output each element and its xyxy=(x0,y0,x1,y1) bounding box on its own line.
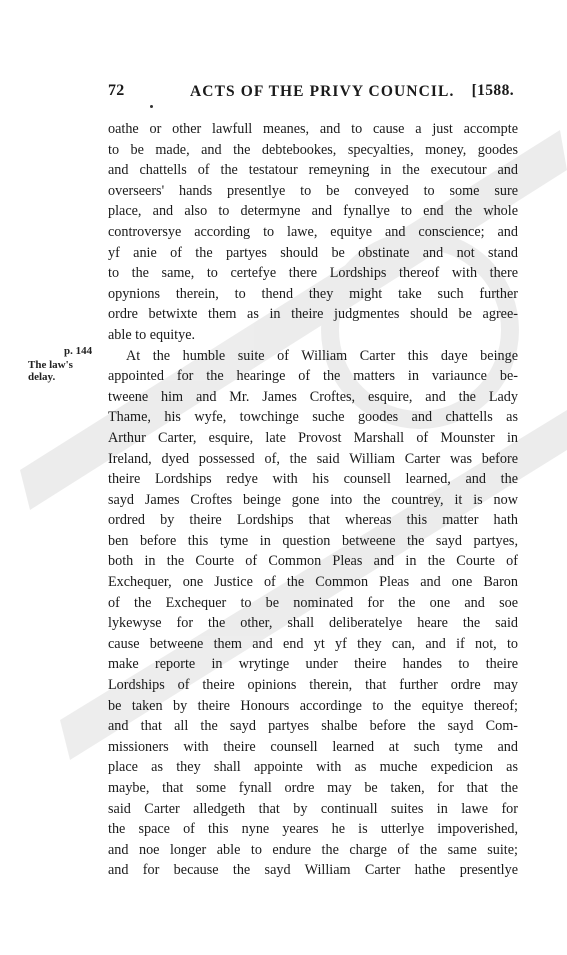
paragraph-2 xyxy=(108,346,518,881)
text-line: cause betweene them and end yt yf they can, and if not, to xyxy=(108,635,518,652)
text-line: tweene him and Mr. James Croftes, esquire, and the Lady xyxy=(108,388,518,405)
text-line: Lordships of theire opinions therein, that further ordre may xyxy=(108,677,518,694)
text-line: able to equitye. xyxy=(108,326,196,343)
text-line: sayd James Croftes beinge gone into the countrey, it is now xyxy=(108,491,518,508)
text-line: ben before this tyme in question betweene the sayd partyes, xyxy=(108,532,518,549)
text-line: ordred by theire Lordships that whereas this matter hath xyxy=(108,512,518,529)
text-line: Thame, his wyfe, towchinge suche goodes and chattells as xyxy=(108,409,518,426)
text-line: Exchequer, one Justice of the Common Pleas and one Baron xyxy=(108,574,518,591)
text-line: be taken by theire Honours accordinge to the equitye thereof; xyxy=(108,697,518,714)
text-line: to be made, and the debtebookes, specyalties, money, goodes xyxy=(108,141,518,158)
text-line: opynions therein, to thend they might take such further xyxy=(108,285,518,302)
page-number: 72 xyxy=(108,82,125,99)
text-line: and that all the sayd partyes shalbe before the sayd Com- xyxy=(108,718,518,735)
paragraph-1 xyxy=(108,119,518,346)
text-line: theire Lordships redye with his counsell learned, and the xyxy=(108,471,518,488)
text-line: and noe longer able to endure the charge of the same suite; xyxy=(108,841,518,858)
text-line: the space of this nyne yeares he is utterlye impoverished, xyxy=(108,821,518,838)
side-note-line: delay. xyxy=(28,371,56,383)
running-title: ACTS OF THE PRIVY COUNCIL. xyxy=(190,83,455,100)
text-line: both in the Courte of Common Pleas and in the Courte of xyxy=(108,553,518,570)
text-line: and chattells of the testatour remeyning in the executour and xyxy=(108,162,518,179)
text-line: make reporte in wrytinge under theire handes to theire xyxy=(108,656,518,673)
text-line: Ireland, dyed possessed of, the said William Carter was before xyxy=(108,450,518,467)
text-line: Arthur Carter, esquire, late Provost Marshall of Mounster in xyxy=(108,429,518,446)
text-line: place, and also to determyne and fynallye to end the whole xyxy=(108,203,518,220)
text-line: said Carter alledgeth that by continuall suites in lawe for xyxy=(108,800,518,817)
text-line: missioners with theire counsell learned at such tyme and xyxy=(108,738,518,755)
text-line: place as they shall appointe with as muche expedicion as xyxy=(108,759,518,776)
text-line: to the same, to certefye there Lordships thereof with there xyxy=(108,265,518,282)
text-line: overseers' hands presentlye to be conveyed to some sure xyxy=(108,182,518,199)
text-line: appointed for the hearinge of the matters in variaunce be- xyxy=(108,368,518,385)
text-line: maybe, that some fynall ordre may be taken, for that the xyxy=(108,780,518,796)
text-line: and for because the sayd William Carter hathe presentlye xyxy=(108,862,518,879)
text-line: oathe or other lawfull meanes, and to cause a just accompte xyxy=(108,121,518,137)
text-line: At the humble suite of William Carter this daye beinge xyxy=(126,347,518,364)
ink-speck xyxy=(150,105,153,108)
text-line: of the Exchequer to be nominated for the one and soe xyxy=(108,594,518,611)
running-header xyxy=(108,82,518,104)
text-line: lykewyse for the other, shall deliberatelye heare the said xyxy=(108,615,518,632)
margin-page-reference: p. 144 xyxy=(64,345,93,357)
text-line: ordre betwixte them as in theire judgmentes should be agree- xyxy=(108,306,518,323)
body-text xyxy=(108,119,518,881)
text-line: controversye according to lawe, equitye and conscience; and xyxy=(108,223,518,240)
side-note-line: The law's xyxy=(28,359,73,371)
text-line: yf anie of the partyes should be obstinate and not stand xyxy=(108,244,518,261)
year-marker: [1588. xyxy=(471,82,514,99)
margin-side-note xyxy=(28,359,84,383)
